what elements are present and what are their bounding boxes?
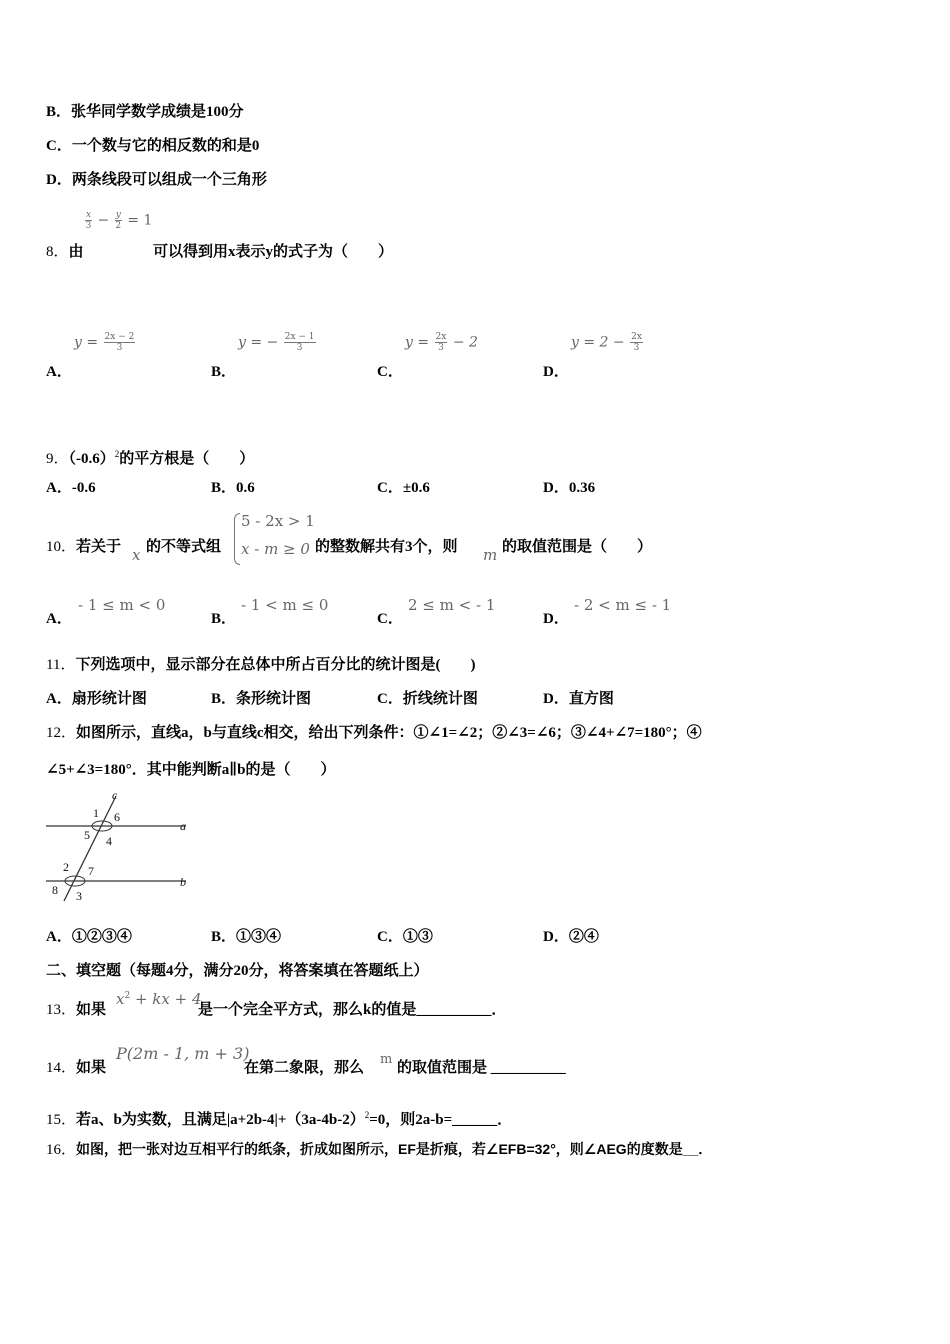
question-number: 12．: [46, 725, 77, 741]
label-7: 7: [88, 864, 94, 878]
question-number: 14．: [46, 1060, 77, 1076]
q10-option-c-formula: 2 ≤ m < - 1: [408, 596, 496, 614]
q14-stem-start: 14．如果: [46, 1060, 107, 1076]
label-c: c: [112, 788, 118, 802]
q12-figure: [44, 787, 194, 905]
q12-option-d: D．②④: [543, 929, 599, 945]
q10-stem-start: 10．若关于: [46, 539, 122, 555]
q10-brace: [234, 513, 240, 565]
q12-option-a: A．①②③④: [46, 929, 132, 945]
q9-option-b: B．0.6: [211, 480, 255, 496]
q10-ineq2: x - m ≥ 0: [241, 540, 310, 558]
option-text: 张华同学数学成绩是100分: [71, 104, 244, 120]
label-a: a: [180, 819, 186, 833]
q10-option-d-formula: - 2 < m ≤ - 1: [574, 596, 672, 614]
q8-text: 可以得到用x表示y的式子为（ ）: [153, 244, 394, 260]
q7-option-d: [46, 170, 267, 190]
q11-option-c: C．折线统计图: [377, 691, 478, 707]
q8-option-c-formula: y = $\frac{2x}{3}$ − 2: [405, 332, 478, 353]
q10-var-x: x: [132, 546, 141, 564]
section-heading: 二、填空题（每题4分，满分20分，将答案填在答题纸上）: [46, 963, 429, 979]
q14-text1: 在第二象限，那么: [244, 1060, 365, 1076]
q10-option-d-letter: D．: [543, 611, 569, 627]
label-4: 4: [106, 834, 112, 848]
q12-option-b: B．①③④: [211, 929, 282, 945]
q11-option-a: A．扇形统计图: [46, 691, 147, 707]
option-text: 两条线段可以组成一个三角形: [71, 172, 267, 188]
q12-line2: ∠5+∠3=180°．其中能判断a∥b的是（ ）: [46, 762, 336, 778]
q9-stem: 9．$(-0.6)^2$的平方根是（ ）: [46, 449, 255, 467]
q13-stem-start: 13．如果: [46, 1002, 107, 1018]
question-number: 15．: [46, 1112, 77, 1128]
q10-option-b-formula: - 1 < m ≤ 0: [241, 596, 329, 614]
option-letter: C．: [46, 138, 72, 154]
q10-option-a-letter: A．: [46, 611, 72, 627]
label-5: 5: [84, 828, 90, 842]
q7-option-b: [46, 102, 244, 122]
q11-option-b: B．条形统计图: [211, 691, 312, 707]
q10-option-c-letter: C．: [377, 611, 403, 627]
question-number: 11．: [46, 657, 76, 673]
q14-math: P(2m - 1, m + 3): [116, 1044, 250, 1063]
q11-stem: 11．下列选项中，显示部分在总体中所占百分比的统计图是( ): [46, 657, 476, 673]
q16-stem: 16．如图，把一张对边互相平行的纸条，折成如图所示，EF是折痕，若∠EFB=32°，则∠AEG的度数是__．: [46, 1141, 713, 1158]
q15-stem: 15．若a、b为实数，且满足$|a+2b-4|+(3a-4b-2)^2=0$，则2a-b=______．: [46, 1110, 513, 1128]
q12-option-c: C．①③: [377, 929, 433, 945]
q8-option-d-letter: D．: [543, 364, 569, 380]
q9-option-d: D．0.36: [543, 480, 596, 496]
option-letter: B．: [46, 104, 72, 120]
q10-var-m: m: [483, 546, 498, 564]
q8-option-c-letter: C．: [377, 364, 403, 380]
label-8: 8: [52, 883, 58, 897]
label-1: 1: [93, 806, 99, 820]
q8-option-b-formula: y = − $\frac{2x - 1}{3}$: [238, 332, 315, 353]
q8-stem: [46, 242, 84, 262]
option-text: 一个数与它的相反数的和是0: [71, 138, 260, 154]
label-2: 2: [63, 860, 69, 874]
q9-option-a: A．-0.6: [46, 480, 96, 496]
q8-prefix: 由: [68, 244, 84, 260]
q10-text4: 的取值范围是（ ）: [502, 539, 653, 555]
label-b: b: [180, 875, 186, 889]
q8-equation: $\frac{x}{3}$ − $\frac{y}{2}$ = 1: [85, 210, 153, 231]
q8-option-a-formula: y = $\frac{2x - 2}{3}$: [74, 332, 135, 353]
label-6: 6: [114, 810, 120, 824]
q10-text2: 的不等式组: [146, 539, 222, 555]
q9-option-c: C．±0.6: [377, 480, 430, 496]
fraction: $\frac{x}{3}$: [85, 210, 92, 231]
q11-option-d: D．直方图: [543, 691, 614, 707]
q8-option-d-formula: y = 2 − $\frac{2x}{3}$: [571, 332, 642, 353]
question-number: 16．: [46, 1142, 77, 1158]
label-3: 3: [76, 889, 82, 903]
q13-math: $x^2$ + kx + 4: [116, 990, 202, 1008]
q14-text2: 的取值范围是 __________: [397, 1060, 566, 1076]
question-number: 13．: [46, 1002, 77, 1018]
question-number: 9．: [46, 451, 69, 467]
q8-option-a-letter: A．: [46, 364, 72, 380]
option-letter: D．: [46, 172, 72, 188]
q10-ineq1: 5 - 2x > 1: [241, 512, 315, 530]
q7-option-c: [46, 136, 259, 156]
question-number: 8．: [46, 244, 69, 260]
q13-text: 是一个完全平方式，那么k的值是__________．: [198, 1002, 507, 1018]
q14-var: m: [380, 1052, 393, 1067]
q10-text3: 的整数解共有3个，则: [315, 539, 458, 555]
q10-option-a-formula: - 1 ≤ m < 0: [78, 596, 166, 614]
fraction: $\frac{y}{2}$: [115, 210, 122, 231]
q8-option-b-letter: B．: [211, 364, 237, 380]
q10-option-b-letter: B．: [211, 611, 237, 627]
question-number: 10．: [46, 539, 77, 555]
q12-line1: 12．如图所示，直线a，b与直线c相交，给出下列条件：①∠1=∠2；②∠3=∠6；③∠4+∠7=180°；④: [46, 725, 702, 741]
